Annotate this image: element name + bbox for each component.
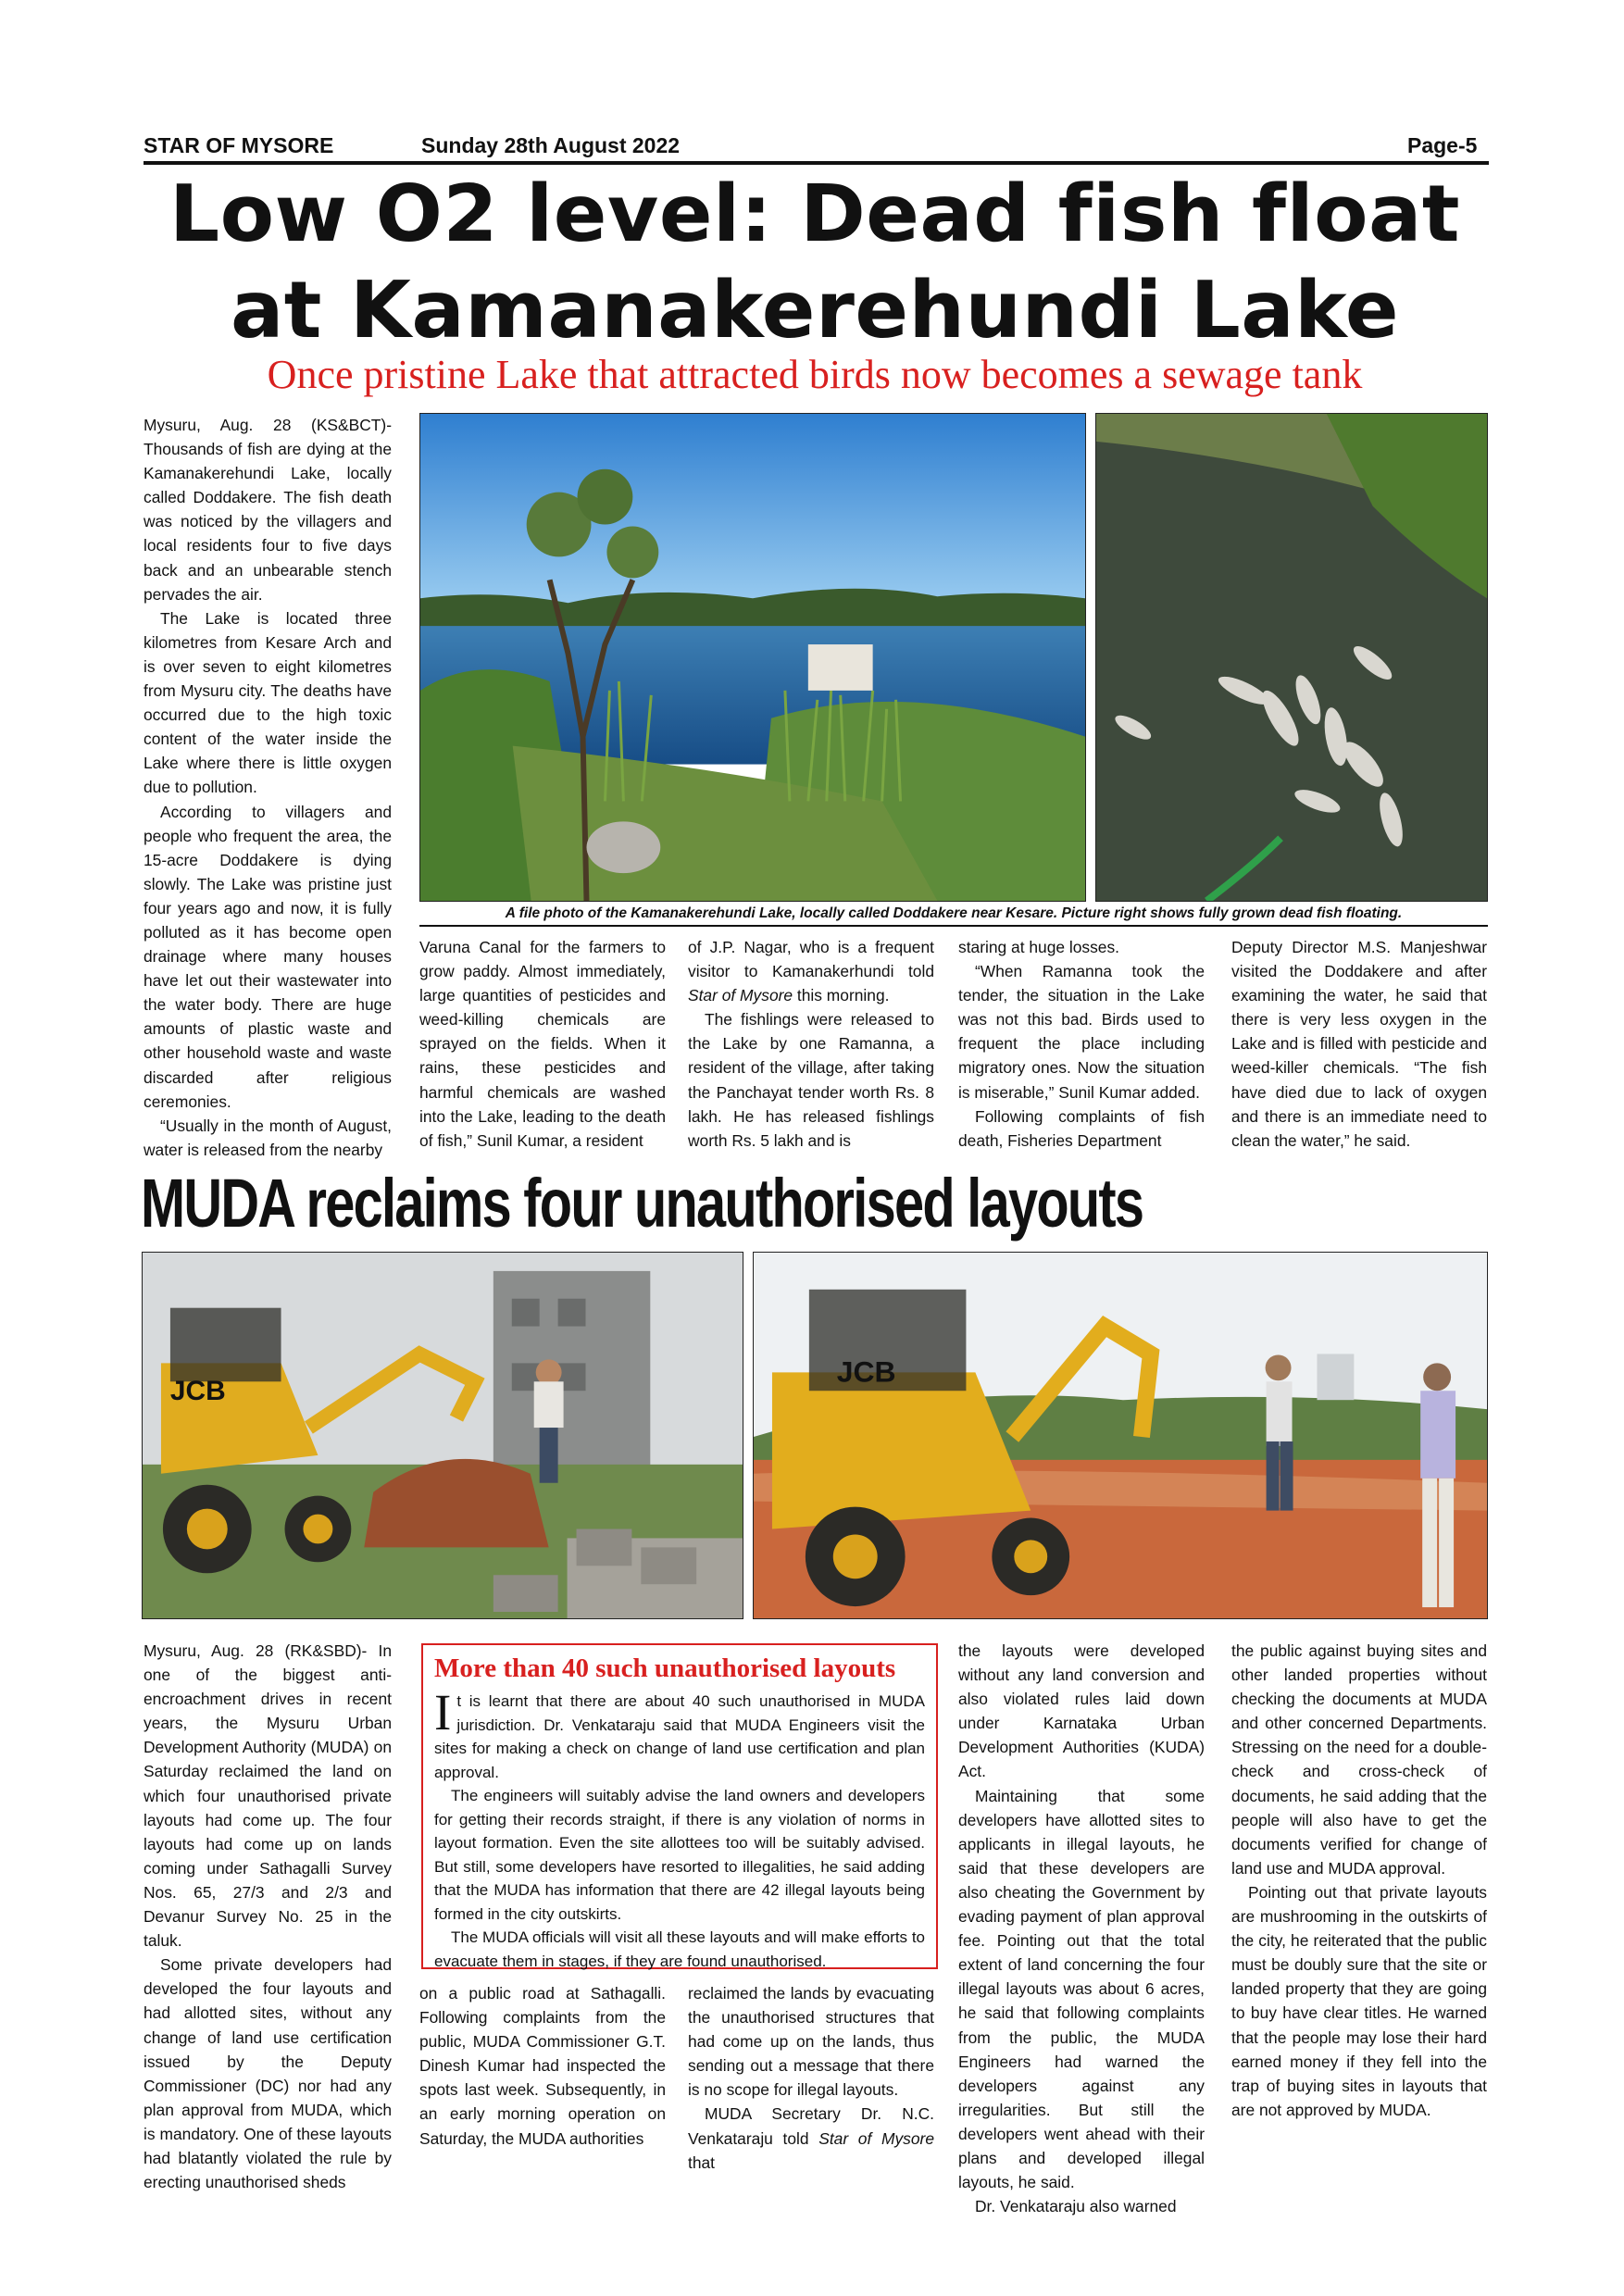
paper-name-italic: Star of Mysore bbox=[688, 986, 793, 1005]
paragraph: Following complaints of fish death, Fisheries Department bbox=[958, 1106, 1205, 1150]
page-number: Page-5 bbox=[1407, 133, 1478, 157]
dead-fish-photo bbox=[1095, 413, 1488, 902]
paragraph: reclaimed the lands by evacuating the unauthorised structures that had come up on the lands, thus sending out a message that there is no scope for illegal layouts. bbox=[688, 1984, 934, 2100]
issue-date: Sunday 28th August 2022 bbox=[421, 133, 681, 157]
story2-col3 bbox=[688, 1981, 934, 2175]
paragraph: According to villagers and people who frequent the area, the 15-acre Doddakere is dying slowly. The Lake was pristine just four years ago and now, it is fully polluted as it has become open drainage where many houses have let out their wastewater into the water body. There are huge amounts of plastic waste and other household waste and waste discarded after religious ceremonies. bbox=[144, 802, 392, 1111]
paragraph: “When Ramanna took the tender, the situation in the Lake was not this bad. Birds used to frequent the place including migratory ones. Now the situation is miserable,” Sunil Kumar added. bbox=[958, 962, 1205, 1102]
paragraph: staring at huge losses. bbox=[958, 938, 1120, 956]
jcb-logo: JCB bbox=[836, 1354, 896, 1389]
text-run: this morning. bbox=[793, 986, 890, 1005]
paragraph: the layouts were developed without any land conversion and also violated rules laid down under Karnataka Urban Development Authorities (KUDA) Act. bbox=[958, 1641, 1205, 1781]
paragraph: Dr. Venkataraju also warned bbox=[975, 2197, 1177, 2216]
story1-headline bbox=[139, 167, 1491, 359]
story1-col1 bbox=[144, 413, 392, 1162]
paragraph: The engineers will suitably advise the land owners and developers for getting their records straight, if there is any violation of norms in layout formation. Even the site allottees too will be suitably advised. But still, some developers have resorted to illegalities, he said adding that the MUDA has information that there are 42 illegal layouts being formed in the city outskirts. bbox=[434, 1787, 925, 1923]
text-run: that bbox=[688, 2152, 716, 2172]
paper-name: STAR OF MYSORE bbox=[144, 133, 334, 157]
paragraph: Mysuru, Aug. 28 (RK&SBD)- In one of the biggest anti-encroachment drives in recent years, the Mysuru Urban Development Authority (MUDA) on Saturday reclaimed the land on which four unauthorised private layouts had come up. The four layouts had come up on lands coming under Sathagalli Survey Nos. 65, 27/3 and 2/3 and Devanur Survey No. 25 in the taluk. bbox=[144, 1641, 392, 1951]
paragraph: Deputy Director M.S. Manjeshwar visited the Doddakere and after examining the water, he said that there is very less oxygen in the Lake and is filled with pesticide and weed-killer chemicals. “The fish have died due to lack of oxygen and there is an immediate need to clean the water,” he said. bbox=[1231, 938, 1487, 1150]
box-body bbox=[434, 1684, 925, 1973]
paragraph: Some private developers had developed the four layouts and had allotted sites, without any change of land use certification issued by the Deputy Commissioner (DC) nor had any plan approval from MUDA, which is mandatory. One of these layouts had blatantly violated the rule by erecting unauthorised sheds bbox=[144, 1955, 392, 2192]
paragraph: The Lake is located three kilometres from Kesare Arch and is over seven to eight kilometres from Mysuru city. The deaths have occurred due to the high toxic content of the water inside the Lake where there is little oxygen due to pollution. bbox=[144, 608, 392, 797]
box-title: More than 40 such unauthorised layouts bbox=[434, 1653, 896, 1683]
headline-line-1: Low O2 level: Dead fish float bbox=[169, 168, 1461, 260]
story1-col5 bbox=[1231, 935, 1487, 1153]
jcb-photo-2 bbox=[753, 1252, 1488, 1619]
paragraph bbox=[688, 2102, 934, 2174]
paragraph: on a public road at Sathagalli. Following complaints from the public, MUDA Commissioner G.T. Dinesh Kumar had inspected the spots last week. Subsequently, in an early morning operation on Saturday, the MUDA authorities bbox=[419, 1984, 666, 2148]
paragraph: “Usually in the month of August, water is released from the nearby bbox=[144, 1116, 392, 1159]
sidebar-box bbox=[421, 1643, 938, 1969]
paragraph: Pointing out that private layouts are mushrooming in the outskirts of the city, he reiterated that the public must be doubly sure that the site or landed property that they are going to buy have clear titles. He warned that the people may lose their hard earned money if they fell into the trap of buying sites in layouts that are not approved by MUDA. bbox=[1231, 1882, 1487, 2119]
story2-col1 bbox=[144, 1639, 392, 2194]
masthead-rule bbox=[144, 161, 1489, 165]
lake-photo bbox=[419, 413, 1086, 902]
paragraph: It is learnt that there are about 40 such unauthorised in MUDA jurisdiction. Dr. Venkataraju said that MUDA Engineers visit the sites for making a check on change of land use certification and plan approval. bbox=[434, 1684, 925, 1781]
jcb-photo-1 bbox=[142, 1252, 743, 1619]
story1-subhead: Once pristine Lake that attracted birds now becomes a sewage tank bbox=[267, 352, 1363, 397]
story1-col2 bbox=[419, 935, 666, 1153]
story2-col2 bbox=[419, 1981, 666, 2151]
story1-caption: A file photo of the Kamanakerehundi Lake, locally called Doddakere near Kesare. Picture right shows fully grown dead fish floating. bbox=[505, 905, 1403, 921]
headline-line-2: at Kamanakerehundi Lake bbox=[230, 265, 1400, 356]
paragraph: Varuna Canal for the farmers to grow paddy. Almost immediately, large quantities of pesticides and weed-killing chemicals are sprayed on the fields. When it rains, these pesticides and harmful chemicals are washed into the Lake, leading to the death of fish,” Sunil Kumar, a resident bbox=[419, 938, 666, 1150]
paragraph: The fishlings were released to the Lake by one Ramanna, a resident of the village, after taking the Panchayat tender worth Rs. 8 lakh. He has released fishlings worth Rs. 5 lakh and is bbox=[688, 1010, 934, 1150]
paragraph: The MUDA officials will visit all these layouts and will make efforts to evacuate them in stages, if they are found unauthorised. bbox=[434, 1928, 925, 1970]
paragraph: Mysuru, Aug. 28 (KS&BCT)- Thousands of fish are dying at the Kamanakerehundi Lake, locally called Doddakere. The fish death was noticed by the villagers and local residents four to five days back and an unbearable stench pervades the air. bbox=[144, 416, 392, 604]
paragraph: Maintaining that some developers have allotted sites to applicants in illegal layouts, he said that these developers are also cheating the Government by evading payment of plan approval fee. Pointing out that the total extent of land concerning the four illegal layouts was about 6 acres, he said that following complaints from the public, the MUDA Engineers had warned the developers against any irregularities. But still the developers went ahead with their plans and developed illegal layouts, he said. bbox=[958, 1786, 1205, 2192]
text-run: of J.P. Nagar, who is a frequent visitor to Kamanakerhundi told bbox=[688, 938, 934, 981]
story1-col3 bbox=[688, 935, 934, 1153]
story2-col5 bbox=[1231, 1639, 1487, 2122]
paragraph: the public against buying sites and other landed properties without checking the documents at MUDA and other concerned Departments. Stressing on the need for a double-check and cross-check of documents, he said adding that the people will also have to get the documents verified for change of land use and MUDA approval. bbox=[1231, 1641, 1487, 1878]
story2-col4 bbox=[958, 1639, 1205, 2218]
story2-headline: MUDA reclaims four unauthorised layouts bbox=[141, 1165, 1143, 1242]
story1-col4 bbox=[958, 935, 1205, 1153]
text-run: MUDA Secretary Dr. N.C. Venkataraju told bbox=[688, 2104, 934, 2148]
paper-name-italic: Star of Mysore bbox=[818, 2128, 934, 2148]
paragraph bbox=[688, 935, 934, 1007]
jcb-logo: JCB bbox=[169, 1376, 226, 1407]
caption-rule bbox=[419, 925, 1488, 927]
